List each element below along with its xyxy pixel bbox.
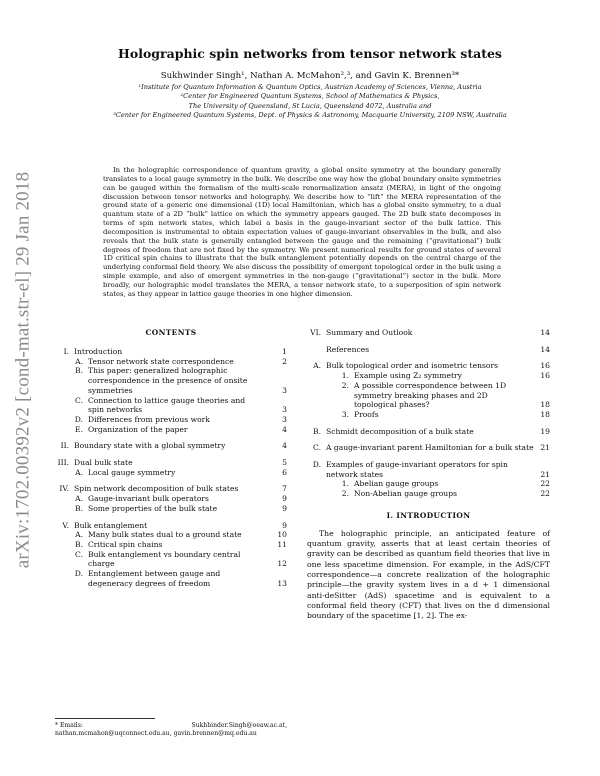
toc-entry-number: A. xyxy=(313,361,321,371)
toc-entry-title: Local gauge symmetry xyxy=(88,467,176,477)
toc-entry-title: Example using Z₂ symmetry xyxy=(354,371,462,381)
toc-group xyxy=(307,443,550,453)
toc-entry-title: A possible correspondence between 1D symmetry breaking phases and 2D topological phases? xyxy=(354,380,507,410)
toc-entry[interactable] xyxy=(307,410,550,420)
author-list: Sukhwinder Singh¹, Nathan A. McMahon²,³, and Gavin K. Brennen³* xyxy=(160,71,460,81)
toc-entry-number: 1. xyxy=(341,371,349,381)
toc-entry-page: 21 xyxy=(540,443,550,453)
toc-entry-title: Spin network decomposition of bulk states xyxy=(74,484,239,494)
toc-entry-number: 2. xyxy=(341,380,349,390)
toc-entry-page: 4 xyxy=(282,441,287,451)
toc-entry[interactable] xyxy=(55,521,287,531)
toc-entry[interactable] xyxy=(55,468,287,478)
toc-entry-number: C. xyxy=(313,443,321,453)
affiliation-1: ¹Institute for Quantum Information & Quantum Optics, Austrian Academy of Sciences, Vienna, Austria xyxy=(138,83,482,91)
toc-entry-page: 4 xyxy=(282,424,287,434)
toc-group xyxy=(307,460,550,499)
toc-entry[interactable] xyxy=(307,443,550,453)
toc-entry-title: Non-Abelian gauge groups xyxy=(354,489,457,499)
arxiv-stamp xyxy=(8,160,38,580)
toc-entry-page: 3 xyxy=(282,385,287,395)
toc-entry-number: 2. xyxy=(341,489,349,499)
introduction-paragraph: The holographic principle, an anticipated feature of quantum gravity, asserts that at least certain theories of gravity can be described as quantum field theories that live in one less spacetime dimension. For example, in the AdS/CFT correspondence—a concrete realization of the holographic principle—the gravity system lives in a d + 1 dimensional anti-deSitter (AdS) spacetime and is equivalent to a conformal field theory (CFT) that lives on the d dimensional boundary of the spacetime [1, 2]. The ex- xyxy=(307,528,550,621)
toc-entry-title: Bulk entanglement vs boundary central charge xyxy=(88,549,241,569)
toc-entry-title: Examples of gauge-invariant operators for spin network states xyxy=(326,460,508,479)
toc-entry[interactable] xyxy=(307,460,550,479)
footnote-email-1: Sukhbinder.Singh@oeaw.ac.at, xyxy=(191,722,287,729)
toc-entry-page: 21 xyxy=(540,469,550,479)
section-heading-introduction: I. INTRODUCTION xyxy=(386,510,471,520)
toc-entry-page: 22 xyxy=(540,479,550,489)
toc-entry[interactable] xyxy=(55,396,287,415)
toc-entry-page: 14 xyxy=(540,344,550,354)
toc-entry[interactable] xyxy=(307,328,550,338)
toc-entry-title: Abelian gauge groups xyxy=(354,479,439,489)
toc-entry-title: Schmidt decomposition of a bulk state xyxy=(326,426,474,436)
toc-entry[interactable] xyxy=(55,458,287,468)
toc-group xyxy=(55,458,287,477)
toc-entry-number: B. xyxy=(75,366,83,376)
toc-entry-number: D. xyxy=(312,460,321,470)
toc-entry-page: 9 xyxy=(282,520,287,530)
toc-entry-number: I. xyxy=(63,347,69,356)
toc-entry-number: II. xyxy=(60,441,69,451)
toc-entry-number: D. xyxy=(74,569,83,579)
toc-entry-number: B. xyxy=(313,426,321,436)
toc-entry-page: 19 xyxy=(540,426,550,436)
toc-entry-page: 18 xyxy=(540,409,550,419)
toc-entry-page: 7 xyxy=(282,484,287,494)
footnote-email-2: nathan.mcmahon@uqconnect.edu.au, gavin.brennen@mq.edu.au xyxy=(55,730,257,737)
toc-entry-number: V. xyxy=(62,520,69,530)
toc-entry-title: A gauge-invariant parent Hamiltonian for a bulk state xyxy=(326,443,534,453)
toc-entry-number: E. xyxy=(75,424,83,434)
contents-heading: CONTENTS xyxy=(145,328,197,337)
toc-entry-number: A. xyxy=(75,530,83,540)
arxiv-identifier: arXiv:1702.00392v2 [cond-mat.str-el] 29 Jan 2018 xyxy=(12,171,33,569)
toc-entry[interactable] xyxy=(55,415,287,425)
toc-entry-number: A. xyxy=(75,494,83,504)
toc-entry-title: Summary and Outlook xyxy=(326,328,413,337)
affiliation-3: ³Center for Engineered Quantum Systems, Dept. of Physics & Astronomy, Macquarie University, 2109 NSW, Australia xyxy=(113,111,507,120)
toc-entry[interactable] xyxy=(55,366,287,395)
toc-entry-page: 2 xyxy=(282,356,287,366)
toc-entry[interactable] xyxy=(307,427,550,437)
toc-entry-title: Differences from previous work xyxy=(88,414,210,424)
toc-entry-title: Introduction xyxy=(74,347,123,356)
toc-entry-title: Critical spin chains xyxy=(88,539,163,549)
toc-entry[interactable] xyxy=(55,494,287,504)
toc-entry-number: IV. xyxy=(59,484,69,494)
toc-entry-number: D. xyxy=(74,414,83,424)
toc-entry-page: 3 xyxy=(282,405,287,415)
toc-entry-number: III. xyxy=(57,458,69,468)
footnote-label: * Emails: xyxy=(55,722,83,729)
toc-entry[interactable] xyxy=(307,345,550,355)
footnote-rule xyxy=(55,718,155,719)
toc-entry-title: This paper: generalized holographic correspondence in the presence of onsite symmetries xyxy=(88,366,248,395)
abstract: In the holographic correspondence of quantum gravity, a global onsite symmetry at the boundary generally translates to a local gauge symmetry in the bulk. We describe one way how the global boundary onsite symmetries can be gauged within the formalism of the multi-scale renormalization ansatz (MERA), in light of the ongoing discussion between tensor networks and holography. We describe how to “lift” the MERA representation of the ground state of a generic one dimensional (1D) local Hamiltonian, which has a global onsite symmetry, to a dual quantum state of a 2D “bulk” lattice on which the symmetry appears gauged. The 2D bulk state decomposes in terms of spin network states, which label a basis in the gauge-invariant sector of the bulk lattice. This decomposition is instrumental to obtain expectation values of gauge-invariant observables in the bulk, and also reveals that the bulk state is generally entangled between the gauge and the remaining (“gravitational”) bulk degrees of freedom that are not fixed by the symmetry. We present numerical results for ground states of several 1D critical spin chains to illustrate that the bulk entanglement potentially depends on the central charge of the underlying conformal field theory. We also discuss the possibility of emergent topological order in the bulk using a simple example, and also of emergent symmetries in the non-gauge (“gravitational”) sector in the bulk. More broadly, our holographic model translates the MERA, a tensor network state, to a superposition of spin network states, as they appear in lattice gauge theories in one higher dimension. xyxy=(103,166,501,298)
toc-entry-title: Connection to lattice gauge theories and spin networks xyxy=(88,395,246,415)
toc-entry-page: 9 xyxy=(282,503,287,513)
affiliation-2a: ²Center for Engineered Quantum Systems, School of Mathematics & Physics, xyxy=(180,92,440,101)
toc-entry-title: Gauge-invariant bulk operators xyxy=(88,494,209,504)
toc-entry-title: Entanglement between gauge and degeneracy degrees of freedom xyxy=(88,569,221,588)
toc-entry-number xyxy=(307,345,326,355)
toc-entry-page: 13 xyxy=(277,578,287,588)
paper-header xyxy=(60,46,560,121)
toc-entry[interactable] xyxy=(55,347,287,357)
toc-entry-number: B. xyxy=(75,539,83,549)
toc-entry-title: Bulk entanglement xyxy=(74,520,148,530)
toc-entry-title: Proofs xyxy=(354,409,379,419)
toc-entry-page: 11 xyxy=(277,539,287,549)
right-column xyxy=(307,328,550,622)
toc-entry[interactable] xyxy=(55,484,287,494)
toc-entry-page: 1 xyxy=(282,347,287,356)
toc-entry-title: Boundary state with a global symmetry xyxy=(74,441,226,451)
toc-left xyxy=(55,347,287,588)
toc-entry-number: B. xyxy=(75,503,83,513)
toc-entry[interactable] xyxy=(307,381,550,410)
toc-entry-page: 16 xyxy=(540,361,550,371)
toc-entry[interactable] xyxy=(55,504,287,514)
toc-entry-title: Some properties of the bulk state xyxy=(88,503,218,513)
toc-entry-page: 5 xyxy=(282,458,287,468)
toc-entry[interactable] xyxy=(55,441,287,451)
toc-entry[interactable] xyxy=(55,425,287,435)
toc-entry-number: 3. xyxy=(341,409,349,419)
toc-entry-page: 9 xyxy=(282,494,287,504)
toc-entry-page: 18 xyxy=(540,400,550,410)
toc-entry-title: References xyxy=(326,344,370,354)
toc-group xyxy=(55,484,287,513)
toc-entry[interactable] xyxy=(55,569,287,588)
toc-group xyxy=(307,427,550,437)
toc-group xyxy=(307,328,550,338)
toc-entry[interactable] xyxy=(55,550,287,569)
toc-group xyxy=(55,347,287,434)
paper-title: Holographic spin networks from tensor network states xyxy=(118,46,502,61)
toc-entry-title: Tensor network state correspondence xyxy=(88,356,234,366)
toc-entry-page: 12 xyxy=(277,559,287,569)
toc-entry-number: C. xyxy=(75,549,83,559)
toc-entry-page: 22 xyxy=(540,489,550,499)
toc-entry-title: Organization of the paper xyxy=(88,424,188,434)
toc-entry-title: Bulk topological order and isometric tensors xyxy=(326,361,498,371)
toc-entry-title: Many bulk states dual to a ground state xyxy=(88,530,242,540)
toc-group xyxy=(55,521,287,589)
toc-entry-number: VI. xyxy=(310,328,321,337)
toc-entry[interactable] xyxy=(55,530,287,540)
toc-entry[interactable] xyxy=(55,357,287,367)
toc-entry-page: 10 xyxy=(277,530,287,540)
toc-entry-number: A. xyxy=(75,467,83,477)
contents-column-left xyxy=(55,328,287,595)
toc-entry-number: A. xyxy=(75,356,83,366)
toc-entry-page: 3 xyxy=(282,414,287,424)
toc-entry-number: 1. xyxy=(341,479,349,489)
toc-entry[interactable] xyxy=(307,479,550,489)
toc-entry[interactable] xyxy=(307,361,550,371)
toc-entry-title: Dual bulk state xyxy=(74,458,133,468)
toc-group xyxy=(307,345,550,355)
footnote xyxy=(55,722,287,738)
toc-entry[interactable] xyxy=(307,371,550,381)
affiliation-2b: The University of Queensland, St Lucia, Queensland 4072, Australia and xyxy=(188,101,432,110)
toc-entry[interactable] xyxy=(307,489,550,499)
toc-entry[interactable] xyxy=(55,540,287,550)
toc-group xyxy=(55,441,287,451)
toc-entry-page: 14 xyxy=(540,328,550,337)
toc-entry-page: 6 xyxy=(282,467,287,477)
toc-right xyxy=(307,328,550,499)
toc-entry-page: 16 xyxy=(540,371,550,381)
toc-entry-number: C. xyxy=(75,395,83,405)
toc-group xyxy=(307,361,550,419)
